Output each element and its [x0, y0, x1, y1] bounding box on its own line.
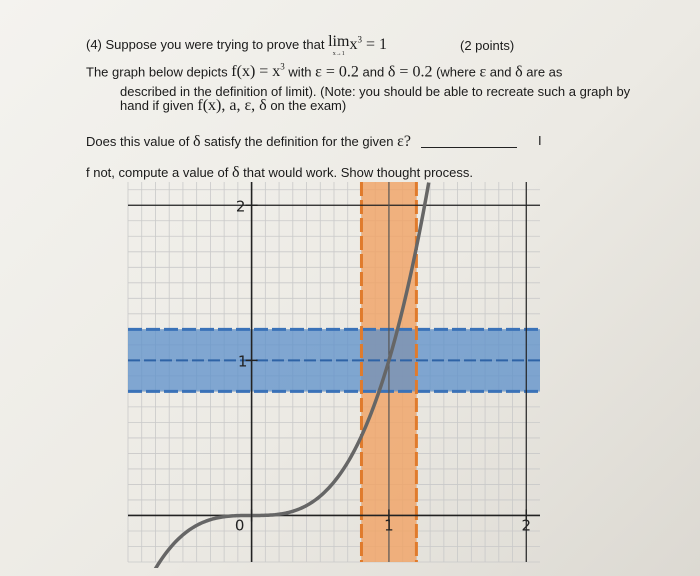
- limit-power: 3: [357, 34, 362, 45]
- prompt2-delta: δ: [232, 164, 240, 181]
- y-tick-label-1: 1: [237, 352, 248, 371]
- x-tick-label-2: 2: [521, 516, 532, 535]
- function-definition: [231, 63, 285, 80]
- limit-rhs: = 1: [365, 36, 387, 53]
- prompt1-text-b: satisfy the definition for the given: [204, 134, 394, 149]
- points-label: (2 points): [460, 38, 515, 53]
- desc-text-and2: and: [489, 64, 512, 80]
- description-line-2: described in the definition of limit). (Note: you should be able to recreate such a graph by: [120, 84, 631, 99]
- desc3-text-a: hand if given: [120, 98, 194, 113]
- prompt2-text-b: that would work. Show thought process.: [243, 165, 473, 180]
- question-header: [86, 34, 387, 58]
- desc-text-and: and: [362, 64, 385, 80]
- desc3-text-b: on the exam): [270, 98, 347, 113]
- desc-text-c: (where: [436, 64, 476, 80]
- prompt1-epsilon: ε?: [397, 133, 411, 150]
- question-intro: Suppose you were trying to prove that: [105, 37, 325, 52]
- description-line-1: [86, 62, 562, 81]
- desc-text-d: are as: [526, 64, 563, 80]
- prompt1-delta: δ: [192, 133, 201, 150]
- desc-text-b: with: [288, 64, 312, 80]
- x-tick-label-1: 1: [384, 516, 394, 535]
- delta-value: δ = 0.2: [387, 63, 433, 81]
- epsilon-delta-graph: [120, 176, 550, 568]
- epsilon-band: [128, 329, 540, 391]
- function-power: 3: [280, 62, 285, 72]
- epsilon-symbol: ε: [479, 63, 487, 81]
- delta-symbol: δ: [515, 63, 523, 81]
- limit-word: lim: [328, 33, 350, 50]
- question-number: (4): [86, 37, 102, 52]
- desc3-math: f(x), a, ε, δ: [197, 97, 267, 114]
- y-tick-label-2: 2: [235, 197, 246, 216]
- stray-mark: I: [538, 133, 542, 148]
- desc-text-a: The graph below depicts: [86, 64, 228, 80]
- limit-function: x: [349, 36, 358, 53]
- limit-expression: [328, 33, 387, 57]
- limit-subscript: x→1: [332, 51, 345, 57]
- prompt-delta-satisfy: [86, 133, 517, 151]
- answer-blank[interactable]: [421, 147, 517, 148]
- epsilon-value: ε = 0.2: [315, 63, 359, 81]
- x-tick-label-0: 0: [234, 516, 245, 535]
- description-line-3: [120, 97, 346, 115]
- function-expr: f(x) = x: [231, 63, 281, 81]
- prompt1-text-a: Does this value of: [86, 134, 190, 149]
- prompt2-text-a: f not, compute a value of: [86, 165, 229, 180]
